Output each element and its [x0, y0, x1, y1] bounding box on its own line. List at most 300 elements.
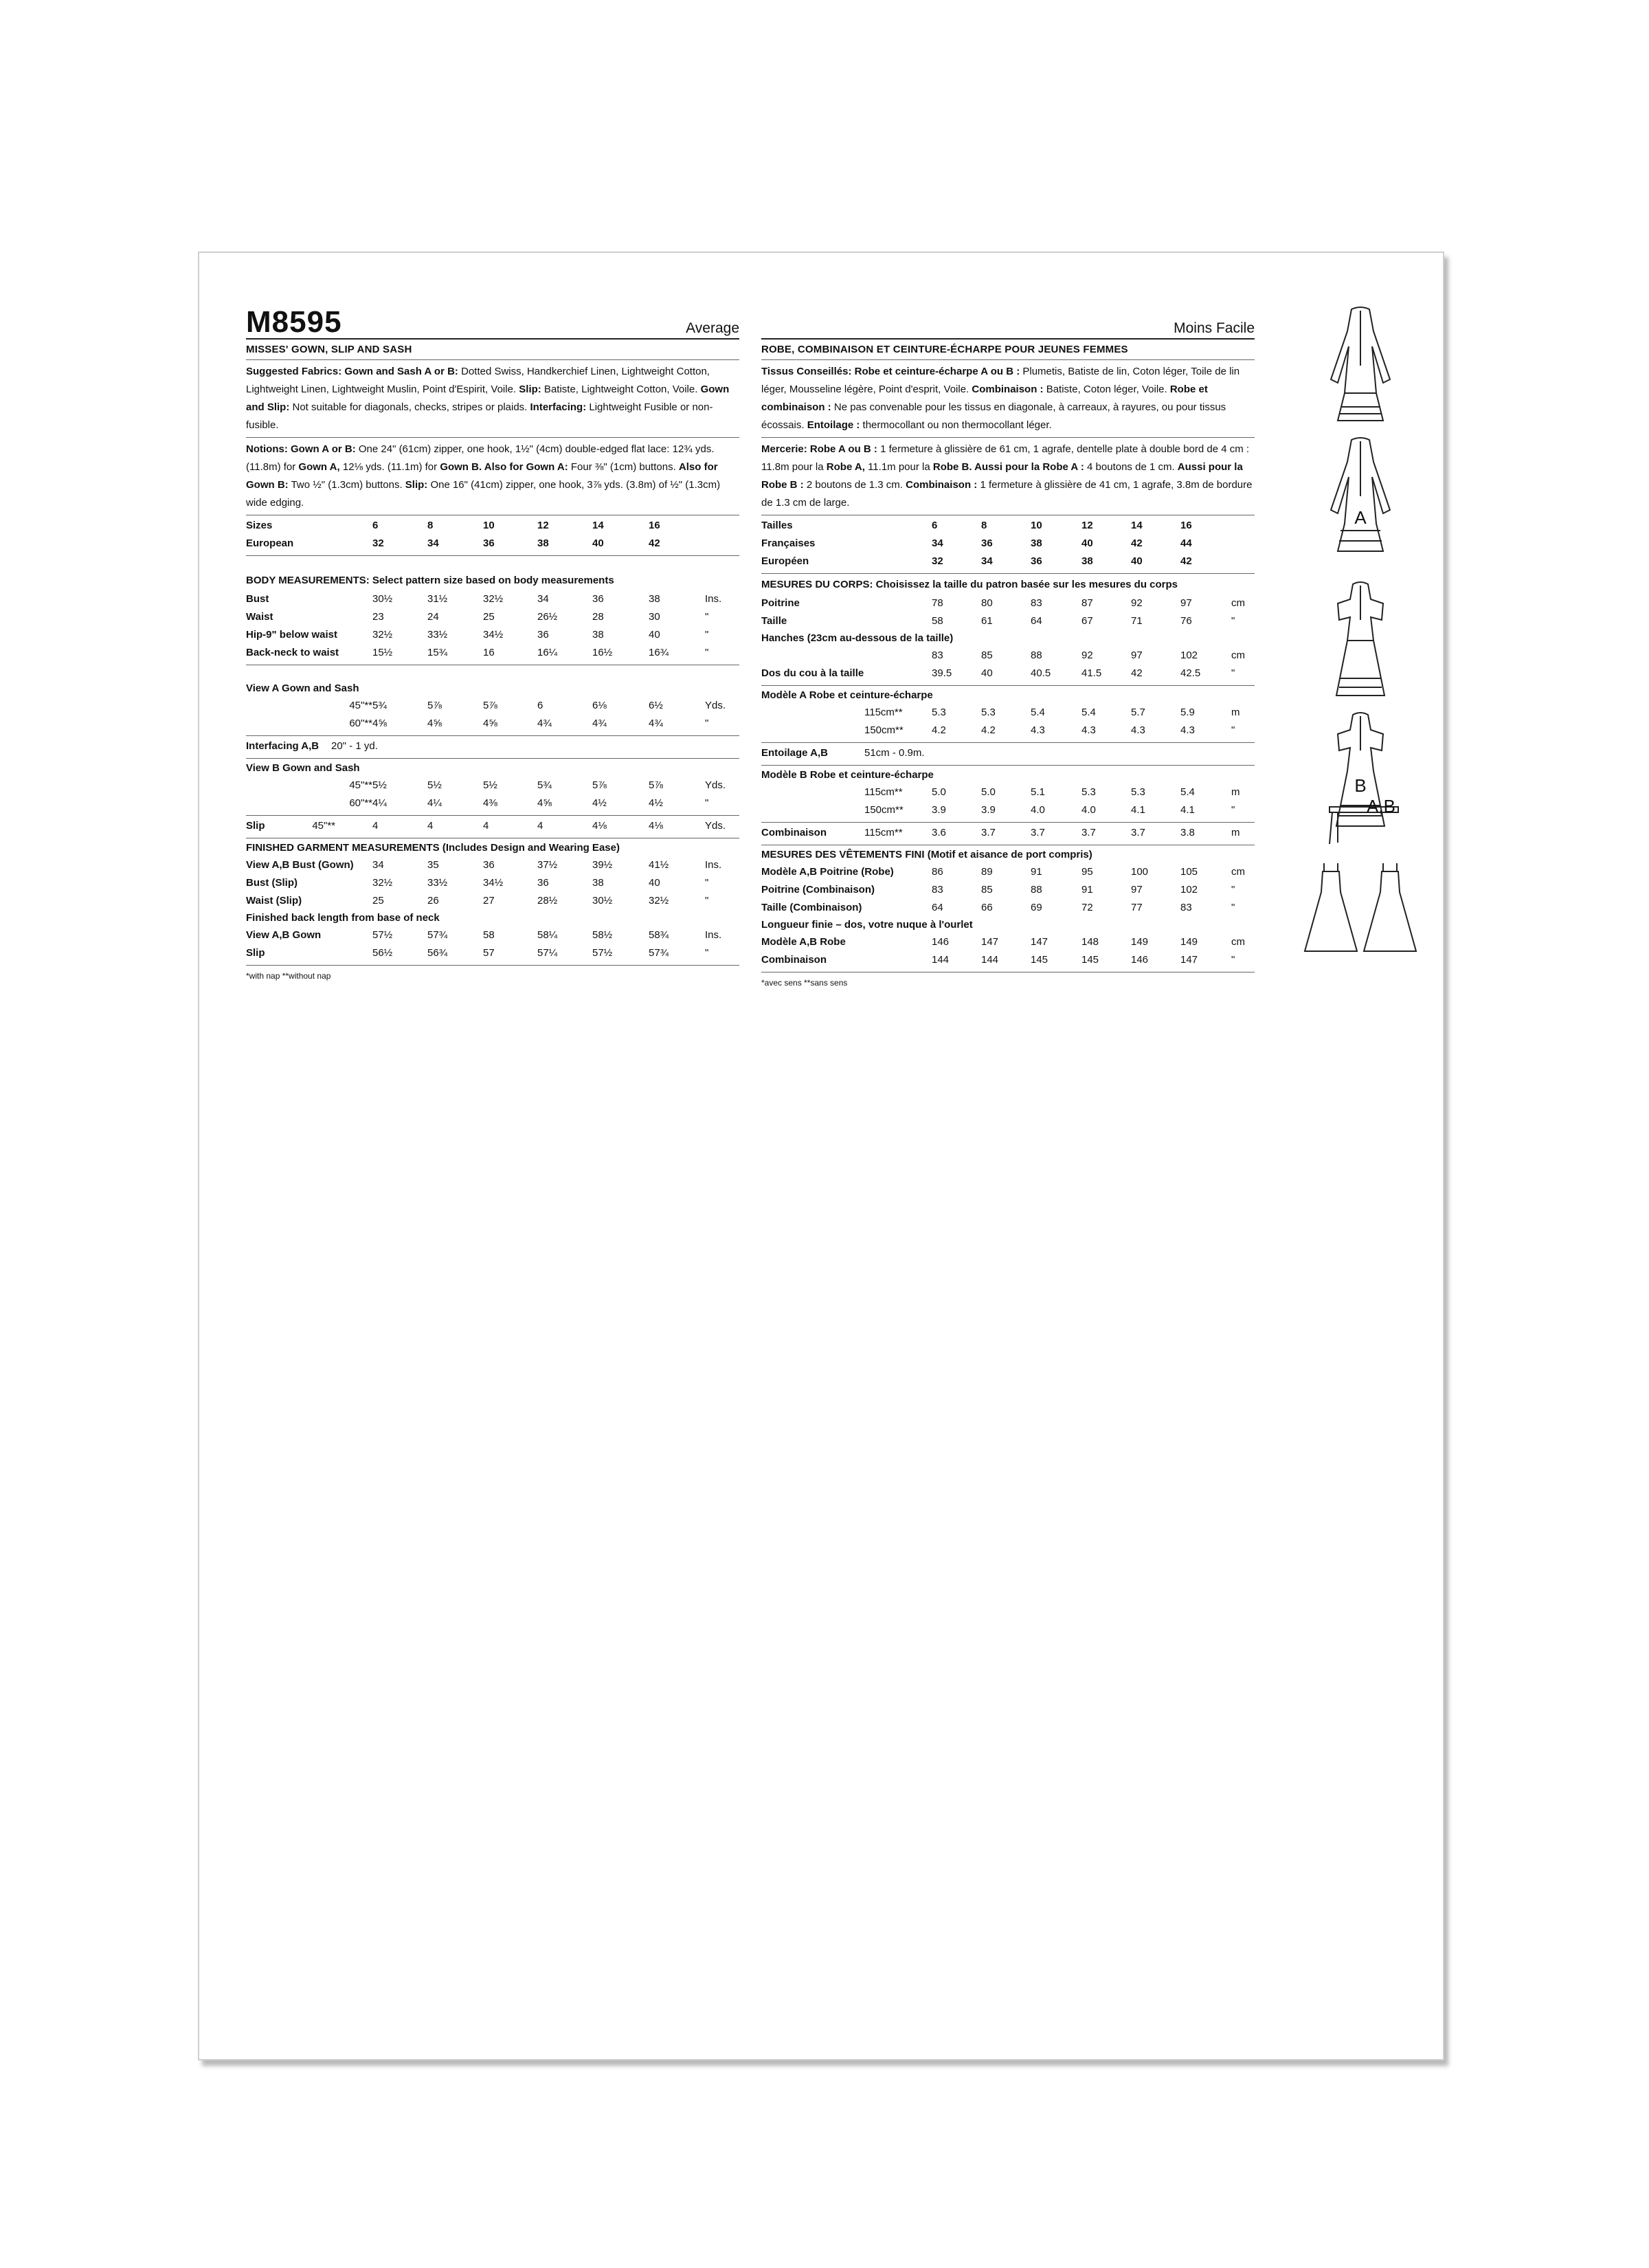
table-cell: 72	[1081, 902, 1093, 913]
table-row	[246, 892, 739, 910]
table-row	[761, 612, 1255, 630]
table-cell: 8	[427, 520, 434, 531]
table-cell: 16¼	[537, 647, 558, 658]
table-cell: 57½	[372, 929, 393, 941]
table-cell: 95	[1081, 866, 1093, 878]
table-cell: 3.7	[1131, 827, 1145, 838]
row-label: Modèle A,B Robe	[761, 936, 846, 948]
bold-lead-text: Gown A,	[298, 461, 340, 473]
table-cell: 6½	[649, 700, 663, 711]
table-cell: 12	[537, 520, 549, 531]
table-cell: 102	[1180, 649, 1198, 661]
table-row	[246, 626, 739, 644]
table-cell: 4½	[592, 797, 607, 809]
row-label: Slip	[246, 947, 265, 959]
table-cell: 39.5	[932, 667, 952, 679]
table-row	[246, 874, 739, 892]
table-row	[246, 777, 739, 794]
table-cell: 3.9	[981, 804, 996, 816]
row-label: Poitrine	[761, 597, 800, 609]
table-cell: 4.2	[932, 724, 946, 736]
fabric-width: 45"**	[349, 779, 372, 791]
table-cell: 85	[981, 884, 993, 896]
body-text: thermocollant ou non thermocollant léger.	[860, 419, 1052, 431]
table-cell: 5.9	[1180, 707, 1195, 718]
unit-label: "	[705, 947, 709, 959]
unit-label: "	[1231, 954, 1235, 966]
table-cell: 26½	[537, 611, 558, 623]
table-row	[761, 933, 1255, 951]
finished-title: FINISHED GARMENT MEASUREMENTS (Includes Design and Wearing Ease)	[246, 842, 620, 854]
row-label: Slip	[246, 820, 265, 832]
table-cell: 25	[483, 611, 495, 623]
bold-lead-text: Combinaison :	[906, 479, 978, 491]
table-cell: 34	[981, 555, 993, 567]
body-measurements-title-fr: MESURES DU CORPS: Choisissez la taille du patron basée sur les mesures du corps	[761, 579, 1178, 590]
row-label: Taille	[761, 615, 787, 627]
table-cell: 57¾	[427, 929, 448, 941]
row-label: Waist (Slip)	[246, 895, 302, 907]
unit-label: "	[705, 877, 709, 889]
unit-label: "	[1231, 615, 1235, 627]
table-row	[246, 535, 739, 553]
view-a-yardage	[246, 679, 739, 736]
pattern-title-fr: ROBE, COMBINAISON ET CEINTURE-ÉCHARPE POUR JEUNES FEMMES	[761, 340, 1255, 360]
table-cell: 66	[981, 902, 993, 913]
table-cell: 5.3	[1081, 786, 1096, 798]
table-cell: 40	[592, 537, 604, 549]
table-cell: 36	[592, 593, 604, 605]
fabric-width: 150cm**	[864, 724, 904, 736]
bold-lead-text: Slip:	[405, 479, 428, 491]
table-cell: 3.9	[932, 804, 946, 816]
table-cell: 4.0	[1081, 804, 1096, 816]
table-cell: 35	[427, 859, 439, 871]
bold-lead-text: Notions: Gown A or B:	[246, 443, 356, 455]
table-cell: 15¾	[427, 647, 448, 658]
table-cell: 97	[1131, 649, 1143, 661]
interfacing-label: Interfacing A,B	[246, 740, 319, 752]
unit-label: m	[1231, 707, 1240, 718]
table-cell: 12	[1081, 520, 1093, 531]
table-cell: 4.3	[1131, 724, 1145, 736]
table-cell: 4	[483, 820, 489, 832]
table-row	[246, 517, 739, 535]
unit-label: "	[1231, 902, 1235, 913]
table-cell: 30½	[592, 895, 613, 907]
table-row	[761, 665, 1255, 682]
table-cell: 149	[1131, 936, 1149, 948]
table-cell: 42	[1180, 555, 1192, 567]
bold-lead-text: Interfacing:	[530, 401, 587, 413]
table-cell: 23	[372, 611, 384, 623]
unit-label: "	[1231, 804, 1235, 816]
table-cell: 4½	[649, 797, 663, 809]
table-cell: 148	[1081, 936, 1099, 948]
table-cell: 14	[1131, 520, 1143, 531]
table-cell: 4⅝	[537, 797, 552, 809]
interfacing-row	[246, 736, 739, 759]
row-label: Sizes	[246, 520, 273, 531]
view-b-title: View B Gown and Sash	[246, 762, 360, 774]
table-cell: 36	[537, 629, 549, 641]
table-cell: 4¾	[592, 718, 607, 729]
body-text: Not suitable for diagonals, checks, stripes or plaids.	[289, 401, 530, 413]
table-cell: 32½	[372, 629, 393, 641]
table-cell: 56¾	[427, 947, 448, 959]
table-cell: 4	[537, 820, 543, 832]
table-cell: 6	[537, 700, 543, 711]
table-cell: 4⅝	[372, 718, 387, 729]
body-text: Batiste, Coton léger, Voile.	[1043, 383, 1170, 395]
table-cell: 33½	[427, 629, 448, 641]
length-title: Finished back length from base of neck	[246, 912, 440, 924]
table-cell: 38	[592, 629, 604, 641]
table-cell: 56½	[372, 947, 393, 959]
table-cell: 6⅛	[592, 700, 607, 711]
view-b-yardage	[246, 759, 739, 816]
table-cell: 5⅞	[649, 779, 663, 791]
table-cell: 5½	[372, 779, 387, 791]
table-cell: 4.2	[981, 724, 996, 736]
table-cell: 145	[1081, 954, 1099, 966]
table-cell: 42.5	[1180, 667, 1201, 679]
table-cell: 25	[372, 895, 384, 907]
footnote: *with nap **without nap	[246, 971, 331, 981]
table-row	[761, 881, 1255, 899]
table-cell: 146	[932, 936, 950, 948]
body-text: 1 fermeture à glissière de 41 cm, 1 agrafe, 3.8m de bordure de 1.3 cm de large.	[761, 479, 1253, 509]
table-cell: 4⅜	[483, 797, 497, 809]
size-table	[246, 515, 739, 556]
length-title-fr: Longueur finie – dos, votre nuque à l'ourlet	[761, 919, 973, 931]
body-text: 4 boutons de 1 cm.	[1084, 461, 1178, 473]
unit-label: Yds.	[705, 820, 726, 832]
body-text: 12⅛ yds. (11.1m) for	[339, 461, 440, 473]
table-cell: 34	[427, 537, 439, 549]
table-cell: 4.3	[1081, 724, 1096, 736]
bold-lead-text: Robe et combinaison :	[761, 383, 1208, 413]
table-cell: 83	[1031, 597, 1042, 609]
table-cell: 42	[1131, 667, 1143, 679]
table-cell: 37½	[537, 859, 558, 871]
notions	[246, 438, 739, 515]
fabric-width: 150cm**	[864, 804, 904, 816]
table-cell: 100	[1131, 866, 1149, 878]
body-measurements	[246, 570, 739, 665]
table-cell: 83	[932, 649, 943, 661]
body-text: Dotted Swiss, Handkerchief Linen, Lightweight Cotton, Lightweight Linen, Lightweight Muslin, Point d'Espirit, Voile.	[246, 366, 710, 395]
body-measurements-title: BODY MEASUREMENTS: Select pattern size based on body measurements	[246, 575, 614, 586]
row-label: Dos du cou à la taille	[761, 667, 864, 679]
table-cell: 4¾	[537, 718, 552, 729]
table-cell: 38	[1031, 537, 1042, 549]
row-label: Tailles	[761, 520, 793, 531]
table-cell: 5½	[483, 779, 497, 791]
table-cell: 145	[1031, 954, 1048, 966]
table-cell: 16	[483, 647, 495, 658]
table-row	[761, 783, 1255, 801]
table-cell: 28	[592, 611, 604, 623]
size-table-fr	[761, 515, 1255, 574]
table-cell: 34	[537, 593, 549, 605]
table-cell: 92	[1081, 649, 1093, 661]
row-label: View A,B Gown	[246, 929, 322, 941]
view-a-yardage-fr	[761, 686, 1255, 743]
table-cell: 5¾	[537, 779, 552, 791]
table-cell: 57	[483, 947, 495, 959]
unit-label: Yds.	[705, 700, 726, 711]
row-label: Combinaison	[761, 954, 827, 966]
fabric-width: 45"**	[312, 820, 335, 832]
table-cell: 147	[1180, 954, 1198, 966]
body-text: 1 fermeture à glissière de 61 cm, 1 agrafe, dentelle plate à double bord de 4 cm : 11.8m pour la	[761, 443, 1250, 473]
table-cell: 40	[649, 629, 660, 641]
table-cell: 89	[981, 866, 993, 878]
table-cell: 57½	[592, 947, 613, 959]
table-cell: 4⅝	[483, 718, 497, 729]
table-cell: 5¾	[372, 700, 387, 711]
table-cell: 5.1	[1031, 786, 1045, 798]
table-cell: 87	[1081, 597, 1093, 609]
table-cell: 5.0	[981, 786, 996, 798]
unit-label: m	[1231, 786, 1240, 798]
table-cell: 39½	[592, 859, 613, 871]
row-label: Back-neck to waist	[246, 647, 339, 658]
unit-label: Yds.	[705, 779, 726, 791]
unit-label: "	[1231, 724, 1235, 736]
table-cell: 24	[427, 611, 439, 623]
table-cell: 64	[932, 902, 943, 913]
table-cell: 27	[483, 895, 495, 907]
view-b-label: B	[1354, 775, 1367, 796]
table-cell: 144	[932, 954, 950, 966]
interfacing-value-fr: 51cm - 0.9m.	[864, 747, 925, 759]
row-label: Bust	[246, 593, 269, 605]
unit-label: cm	[1231, 866, 1245, 878]
table-cell: 16	[1180, 520, 1192, 531]
row-label: Waist	[246, 611, 273, 623]
table-cell: 97	[1131, 884, 1143, 896]
table-cell: 57¼	[537, 947, 558, 959]
table-cell: 57¾	[649, 947, 669, 959]
table-cell: 92	[1131, 597, 1143, 609]
table-cell: 5½	[427, 779, 442, 791]
unit-label: Ins.	[705, 593, 722, 605]
table-cell: 40.5	[1031, 667, 1051, 679]
bold-lead-text: Tissus Conseillés: Robe et ceinture-écharpe A ou B :	[761, 366, 1020, 377]
table-cell: 144	[981, 954, 999, 966]
table-cell: 4¾	[649, 718, 663, 729]
slip-yardage-fr	[761, 823, 1255, 845]
table-cell: 67	[1081, 615, 1093, 627]
bold-lead-text: Also for Gown B:	[246, 461, 718, 491]
table-cell: 15½	[372, 647, 393, 658]
table-cell: 4⅛	[592, 820, 607, 832]
table-row	[246, 794, 739, 812]
table-cell: 4.3	[1180, 724, 1195, 736]
notions-fr	[761, 438, 1255, 515]
table-cell: 71	[1131, 615, 1143, 627]
table-cell: 32	[932, 555, 943, 567]
unit-label: "	[705, 629, 709, 641]
bold-lead-text: Aussi pour la Robe B :	[761, 461, 1243, 491]
table-cell: 5.4	[1031, 707, 1045, 718]
interfacing-row-fr	[761, 743, 1255, 766]
row-label: Européen	[761, 555, 809, 567]
table-cell: 38	[1081, 555, 1093, 567]
unit-label: "	[1231, 667, 1235, 679]
row-label: Françaises	[761, 537, 816, 549]
gown-a-front-icon	[1331, 307, 1390, 421]
unit-label: cm	[1231, 597, 1245, 609]
slip-front-icon	[1305, 863, 1357, 951]
table-cell: 86	[932, 866, 943, 878]
table-cell: 5.7	[1131, 707, 1145, 718]
table-cell: 58¾	[649, 929, 669, 941]
table-cell: 16	[649, 520, 660, 531]
table-cell: 16¾	[649, 647, 669, 658]
pattern-number: M8595	[246, 305, 342, 339]
unit-label: cm	[1231, 936, 1245, 948]
table-row	[246, 817, 739, 835]
table-cell: 88	[1031, 649, 1042, 661]
bold-lead-text: Gown B. Also for Gown A:	[440, 461, 568, 473]
view-ab-label-wrap	[1302, 796, 1419, 817]
table-cell: 102	[1180, 884, 1198, 896]
table-cell: 40	[981, 667, 993, 679]
table-cell: 80	[981, 597, 993, 609]
french-column	[761, 304, 1255, 988]
table-cell: 5⅞	[592, 779, 607, 791]
table-row	[761, 704, 1255, 722]
table-row	[761, 863, 1255, 881]
bold-lead-text: Gown and Slip:	[246, 383, 730, 413]
table-cell: 6	[372, 520, 379, 531]
body-text: One 24" (61cm) zipper, one hook, 1½" (4cm) double-edged flat lace: 12¾ yds. (11.8m) for	[246, 443, 715, 473]
table-cell: 5.4	[1081, 707, 1096, 718]
table-cell: 5.4	[1180, 786, 1195, 798]
view-b-yardage-fr	[761, 766, 1255, 823]
table-cell: 4¼	[427, 797, 442, 809]
table-row	[246, 608, 739, 626]
pattern-envelope-back	[198, 252, 1444, 2060]
body-text: One 16" (41cm) zipper, one hook, 3⅞ yds. (3.8m) of ½" (1.3cm) wide edging.	[246, 479, 721, 509]
table-cell: 28½	[537, 895, 558, 907]
table-cell: 58	[483, 929, 495, 941]
table-cell: 91	[1031, 866, 1042, 878]
bold-lead-text: Mercerie: Robe A ou B :	[761, 443, 877, 455]
bold-lead-text: Entoilage :	[807, 419, 860, 431]
body-text: Lightweight Fusible or non-fusible.	[246, 401, 713, 431]
gown-a-back-icon	[1331, 438, 1390, 551]
table-cell: 33½	[427, 877, 448, 889]
table-cell: 97	[1180, 597, 1192, 609]
table-cell: 42	[649, 537, 660, 549]
table-cell: 32½	[483, 593, 504, 605]
fabric-width: 115cm**	[864, 827, 903, 838]
bold-lead-text: Suggested Fabrics: Gown and Sash A or B:	[246, 366, 458, 377]
row-label: Taille (Combinaison)	[761, 902, 862, 913]
table-cell: 3.7	[1031, 827, 1045, 838]
fabric-width: 115cm**	[864, 707, 903, 718]
body-text: Four ⅜" (1cm) buttons.	[568, 461, 679, 473]
row-label: Hip-9" below waist	[246, 629, 337, 641]
finished-title-fr: MESURES DES VÊTEMENTS FINI (Motif et aisance de port compris)	[761, 849, 1092, 860]
table-cell: 10	[1031, 520, 1042, 531]
table-cell: 30½	[372, 593, 393, 605]
slip-yardage	[246, 816, 739, 838]
table-cell: 91	[1081, 884, 1093, 896]
table-cell: 10	[483, 520, 495, 531]
row-label: Poitrine (Combinaison)	[761, 884, 875, 896]
table-cell: 41½	[649, 859, 669, 871]
table-row	[246, 715, 739, 733]
table-cell: 78	[932, 597, 943, 609]
table-cell: 36	[483, 537, 495, 549]
bold-lead-text: Slip:	[519, 383, 541, 395]
table-row	[246, 944, 739, 962]
view-a-title: View A Gown and Sash	[246, 682, 359, 694]
unit-label: cm	[1231, 649, 1245, 661]
bold-lead-text: Combinaison :	[972, 383, 1044, 395]
table-cell: 64	[1031, 615, 1042, 627]
table-cell: 40	[649, 877, 660, 889]
body-measurements-fr	[761, 574, 1255, 686]
table-cell: 4	[427, 820, 434, 832]
view-a-title-fr: Modèle A Robe et ceinture-écharpe	[761, 689, 933, 701]
view-b-title-fr: Modèle B Robe et ceinture-écharpe	[761, 769, 934, 781]
table-cell: 149	[1180, 936, 1198, 948]
table-cell: 4.1	[1180, 804, 1195, 816]
table-cell: 4¼	[372, 797, 387, 809]
unit-label: "	[705, 611, 709, 623]
table-row	[761, 801, 1255, 819]
body-text: Batiste, Lightweight Cotton, Voile.	[541, 383, 701, 395]
table-row	[246, 926, 739, 944]
table-row	[761, 722, 1255, 740]
table-cell: 83	[1180, 902, 1192, 913]
view-a-label-wrap	[1302, 507, 1419, 529]
gown-b-front-icon	[1336, 582, 1384, 696]
table-cell: 5⅞	[427, 700, 442, 711]
table-cell: 16½	[592, 647, 613, 658]
table-cell: 34½	[483, 629, 504, 641]
table-cell: 36	[537, 877, 549, 889]
table-cell: 44	[1180, 537, 1192, 549]
table-row	[761, 824, 1255, 842]
table-cell: 61	[981, 615, 993, 627]
table-cell: 38	[649, 593, 660, 605]
table-cell: 5.3	[981, 707, 996, 718]
footnote-fr: *avec sens **sans sens	[761, 978, 848, 988]
fabric-width: 45"**	[349, 700, 372, 711]
table-cell: 3.7	[981, 827, 996, 838]
table-cell: 58¼	[537, 929, 558, 941]
table-cell: 5.3	[1131, 786, 1145, 798]
table-cell: 4⅛	[649, 820, 663, 832]
table-cell: 4.0	[1031, 804, 1045, 816]
table-cell: 77	[1131, 902, 1143, 913]
row-label: Combinaison	[761, 827, 827, 838]
suggested-fabrics-fr	[761, 360, 1255, 438]
unit-label: "	[705, 718, 709, 729]
table-cell: 76	[1180, 615, 1192, 627]
table-cell: 146	[1131, 954, 1149, 966]
table-cell: 41.5	[1081, 667, 1102, 679]
table-cell: 105	[1180, 866, 1198, 878]
difficulty-label: Average	[686, 320, 739, 336]
